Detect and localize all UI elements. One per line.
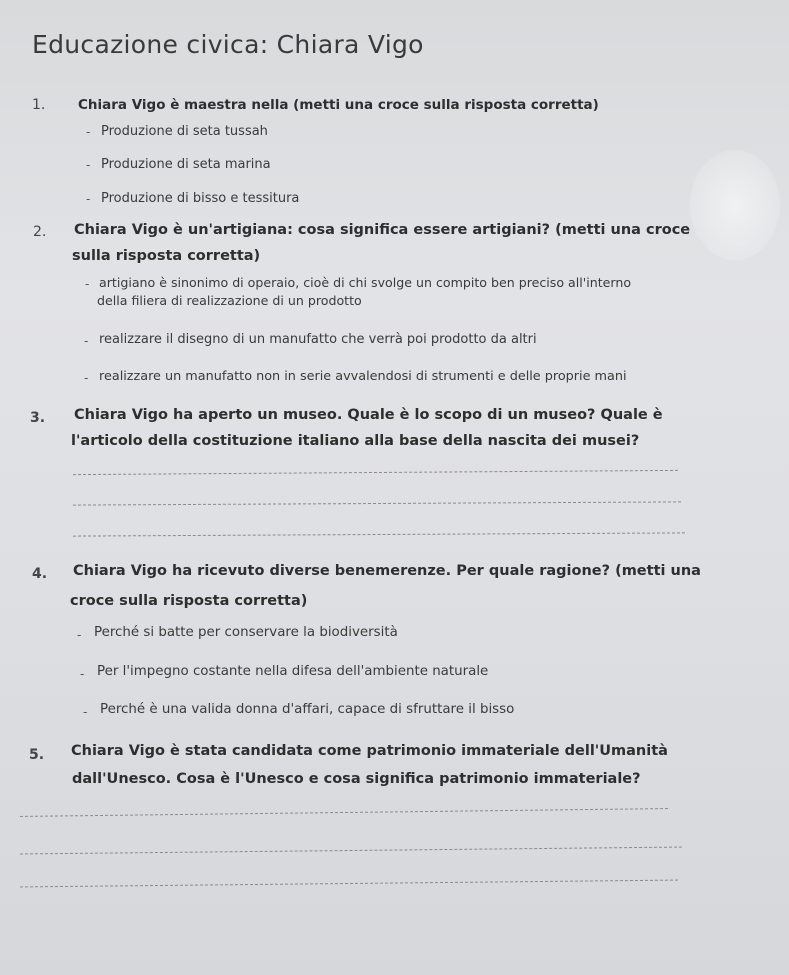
question-5-text-line-2: dall'Unesco. Cosa è l'Unesco e cosa significa patrimonio immateriale? — [72, 771, 641, 787]
answer-line[interactable] — [73, 470, 678, 475]
option-dash: - — [86, 125, 91, 139]
question-4-number: 4. — [32, 566, 48, 582]
option-dash: - — [86, 192, 91, 206]
q4-option-3[interactable]: Perché è una valida donna d'affari, capace di sfruttare il bisso — [100, 702, 515, 717]
question-3-text-line-1: Chiara Vigo ha aperto un museo. Quale è lo scopo di un museo? Quale è — [74, 407, 663, 423]
question-4-text-line-1: Chiara Vigo ha ricevuto diverse benemerenze. Per quale ragione? (metti una — [73, 563, 701, 579]
q4-option-1[interactable]: Perché si batte per conservare la biodiversità — [94, 625, 398, 640]
question-2-number: 2. — [33, 224, 47, 240]
question-2-text-line-1: Chiara Vigo è un'artigiana: cosa significa essere artigiani? (metti una croce — [74, 222, 691, 238]
question-3-text-line-2: l'articolo della costituzione italiano alla base della nascita dei musei? — [71, 433, 640, 449]
option-dash: - — [77, 628, 82, 642]
option-dash: - — [84, 334, 89, 348]
q1-option-3[interactable]: Produzione di bisso e tessitura — [101, 191, 300, 206]
q1-option-2[interactable]: Produzione di seta marina — [101, 157, 271, 172]
answer-line[interactable] — [20, 808, 668, 817]
option-dash: - — [80, 667, 85, 681]
option-dash: - — [86, 158, 91, 172]
question-5-text-line-1: Chiara Vigo è stata candidata come patrimonio immateriale dell'Umanità — [71, 743, 668, 759]
q2-option-1-continued: della filiera di realizzazione di un prodotto — [97, 293, 362, 308]
q2-option-1[interactable]: artigiano è sinonimo di operaio, cioè di chi svolge un compito ben preciso all'interno — [99, 275, 632, 290]
q2-option-3[interactable]: realizzare un manufatto non in serie avvalendosi di strumenti e delle proprie mani — [99, 369, 627, 384]
q4-option-2[interactable]: Per l'impegno costante nella difesa dell'ambiente naturale — [97, 664, 489, 679]
question-1-number: 1. — [32, 97, 46, 113]
option-dash: - — [84, 371, 89, 385]
answer-line[interactable] — [20, 880, 678, 888]
question-5-number: 5. — [29, 747, 45, 763]
answer-line[interactable] — [20, 847, 682, 855]
answer-line[interactable] — [73, 501, 681, 505]
question-1-text: Chiara Vigo è maestra nella (metti una croce sulla risposta corretta) — [78, 97, 599, 113]
option-dash: - — [85, 277, 90, 291]
question-4-text-line-2: croce sulla risposta corretta) — [70, 593, 308, 609]
option-dash: - — [83, 705, 88, 719]
question-2-text-line-2: sulla risposta corretta) — [72, 248, 261, 264]
light-glare — [690, 150, 780, 260]
question-3-number: 3. — [30, 410, 46, 426]
answer-line[interactable] — [73, 532, 685, 536]
page-title: Educazione civica: Chiara Vigo — [32, 30, 424, 59]
q1-option-1[interactable]: Produzione di seta tussah — [101, 124, 268, 139]
q2-option-2[interactable]: realizzare il disegno di un manufatto che verrà poi prodotto da altri — [99, 332, 537, 347]
